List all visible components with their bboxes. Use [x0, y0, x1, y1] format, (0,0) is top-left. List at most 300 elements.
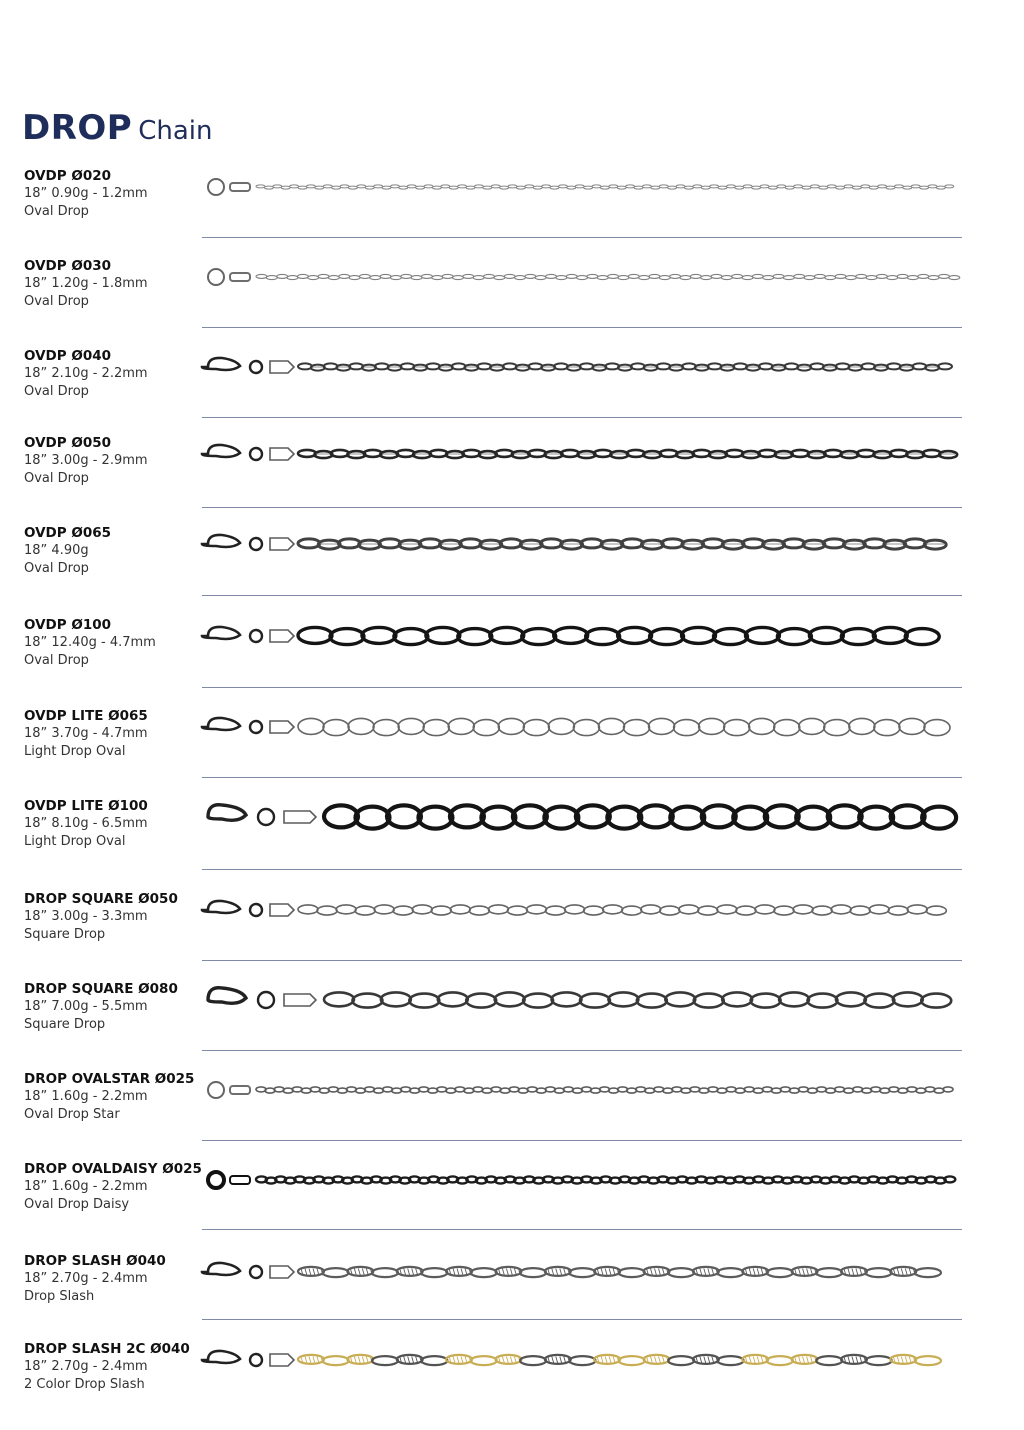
chain-link — [945, 185, 954, 188]
chain-link — [618, 627, 652, 643]
chain-link — [535, 276, 546, 280]
chain-image — [200, 884, 964, 936]
chain-link — [439, 540, 461, 549]
chain-link — [421, 1268, 447, 1277]
chain-link — [773, 274, 784, 278]
chain-link — [587, 274, 598, 278]
chain-link — [807, 994, 837, 1008]
chain-link — [850, 906, 870, 915]
chain-link — [281, 186, 290, 189]
chain-description: Oval Drop — [24, 653, 89, 668]
chain-link — [540, 539, 562, 548]
chain-link — [607, 807, 641, 829]
row-divider — [202, 687, 962, 688]
chain-link — [824, 720, 850, 736]
chain-link — [777, 629, 811, 645]
chain-link — [287, 276, 298, 280]
chain-link — [866, 1268, 892, 1277]
chain-row — [0, 524, 1024, 614]
chain-link — [752, 274, 763, 278]
chain-link — [381, 992, 411, 1006]
chain-link — [912, 363, 926, 369]
chain-link — [473, 720, 499, 736]
chain-link — [617, 186, 626, 189]
chain-link — [662, 539, 684, 548]
chain-link — [639, 276, 650, 280]
chain-link — [873, 451, 891, 458]
chain-link — [370, 276, 381, 280]
chain-link — [922, 807, 956, 829]
chain-spec: 18” 0.90g - 1.2mm — [24, 186, 148, 201]
chain-link — [743, 185, 752, 188]
chain-link — [903, 186, 912, 189]
chain-link — [576, 805, 610, 827]
chain-label — [24, 1252, 204, 1306]
chain-link — [708, 363, 722, 369]
chain-link — [520, 540, 542, 549]
chain-link — [372, 1356, 398, 1365]
chain-link — [791, 450, 809, 457]
chain-link — [928, 185, 937, 188]
chain-link — [347, 451, 365, 458]
chain-image — [200, 791, 964, 843]
clasp-icon — [208, 179, 250, 195]
chain-link — [810, 363, 824, 369]
chain-link — [848, 365, 862, 371]
chain-link — [624, 720, 650, 736]
chain-link — [355, 807, 389, 829]
chain-link — [717, 905, 737, 914]
chain-link — [894, 185, 903, 188]
chain-row — [0, 616, 1024, 706]
chain-link — [627, 450, 645, 457]
chain-link — [394, 629, 428, 645]
chain-link — [331, 450, 349, 457]
chain-link — [928, 276, 939, 280]
chain-link — [866, 1356, 892, 1365]
chain-label — [24, 797, 204, 851]
chain-link — [722, 540, 744, 549]
chain-link — [430, 450, 448, 457]
chain-link — [324, 992, 354, 1006]
chain-link — [920, 186, 929, 189]
chain-link — [418, 807, 452, 829]
chain-link — [516, 365, 530, 371]
chain-label — [24, 434, 204, 488]
chain-link — [449, 186, 458, 189]
chain-code: OVDP Ø020 — [24, 168, 112, 184]
chain-row — [0, 1340, 1024, 1430]
chain-link — [793, 905, 813, 914]
chain-link — [490, 365, 504, 371]
chain-link — [755, 905, 775, 914]
chain-link — [845, 276, 856, 280]
chain-link — [541, 365, 555, 371]
chain-link — [584, 906, 604, 915]
chain-code: OVDP Ø065 — [24, 525, 112, 541]
row-divider — [202, 1050, 962, 1051]
chain-link — [844, 185, 853, 188]
chain-link — [566, 274, 577, 278]
clasp-icon — [208, 1172, 250, 1188]
clasp-icon — [202, 901, 294, 916]
chain-link — [618, 276, 629, 280]
chain-link — [763, 540, 785, 549]
chain-link — [765, 805, 799, 827]
chain-link — [594, 450, 612, 457]
chain-link — [412, 905, 432, 914]
chain-link — [328, 276, 339, 280]
chain-link — [413, 451, 431, 458]
chain-link — [471, 1356, 497, 1365]
chain-link — [432, 276, 443, 280]
chain-link — [477, 363, 491, 369]
chain-link — [298, 363, 312, 369]
chain-link — [676, 451, 694, 458]
chain-link — [336, 905, 356, 914]
chain-description: Oval Drop — [24, 204, 89, 219]
chain-link — [897, 274, 908, 278]
chain-link — [452, 363, 466, 369]
chain-link — [359, 540, 381, 549]
clasp-icon — [208, 988, 316, 1008]
chain-link — [523, 994, 553, 1008]
chain-link — [520, 1268, 546, 1277]
chain-link — [835, 274, 846, 278]
chain-link — [891, 805, 925, 827]
chain-link — [641, 905, 661, 914]
chain-link — [843, 540, 865, 549]
chain-link — [460, 539, 482, 548]
chain-link — [831, 905, 851, 914]
chain-code: OVDP Ø040 — [24, 348, 112, 364]
chain-link — [814, 274, 825, 278]
chain-link — [494, 276, 505, 280]
chain-description: Oval Drop — [24, 471, 89, 486]
chain-link — [318, 540, 340, 549]
chain-link — [924, 720, 950, 736]
chain-description: Square Drop — [24, 927, 106, 942]
chain-spec: 18” 3.00g - 2.9mm — [24, 453, 148, 468]
chain-link — [676, 185, 685, 188]
chain-link — [483, 274, 494, 278]
chain-link — [577, 451, 595, 458]
chain-link — [668, 186, 677, 189]
chain-link — [297, 274, 308, 278]
chain-link — [388, 365, 402, 371]
chain-link — [819, 186, 828, 189]
chain-link — [828, 805, 862, 827]
chain-description: Oval Drop Daisy — [24, 1197, 130, 1212]
chain-link — [374, 905, 394, 914]
chain-label — [24, 257, 204, 311]
chain-link — [823, 365, 837, 371]
chain-link — [500, 186, 509, 189]
chain-link — [873, 627, 907, 643]
chain-link — [878, 185, 887, 188]
chain-link — [660, 450, 678, 457]
chain-link — [670, 807, 704, 829]
chain-link — [699, 718, 725, 734]
chain-link — [825, 276, 836, 280]
chain-link — [752, 186, 761, 189]
chain-link — [774, 720, 800, 736]
chain-link — [668, 1268, 694, 1277]
chain-spec: 18” 3.00g - 3.3mm — [24, 909, 148, 924]
chain-link — [745, 627, 779, 643]
chain-link — [772, 365, 786, 371]
chain-link — [721, 276, 732, 280]
chain-code: DROP SQUARE Ø080 — [24, 981, 178, 997]
chain-link — [641, 540, 663, 549]
chain-link — [324, 363, 338, 369]
chain-link — [552, 992, 582, 1006]
chain-link — [603, 905, 623, 914]
chain-link — [610, 451, 628, 458]
chain-link — [859, 807, 893, 829]
chain-link — [463, 274, 474, 278]
chain-link — [864, 994, 894, 1008]
chain-link — [915, 1268, 941, 1277]
chain-link — [426, 627, 460, 643]
chain-link — [525, 185, 534, 188]
chain-link — [464, 365, 478, 371]
chain-link — [498, 718, 524, 734]
chain-image — [200, 161, 964, 213]
chain-link — [702, 539, 724, 548]
chain-link — [380, 451, 398, 458]
chain-link — [409, 994, 439, 1008]
chain-link — [888, 906, 908, 915]
chain-link — [569, 1268, 595, 1277]
chain-link — [592, 365, 606, 371]
chain-link — [374, 185, 383, 188]
chain-link — [841, 629, 875, 645]
clasp-icon — [202, 718, 294, 733]
chain-image — [200, 518, 964, 570]
chain-link — [644, 365, 658, 371]
chain-link — [554, 627, 588, 643]
chain-link — [618, 365, 632, 371]
clasp-icon — [202, 445, 294, 460]
chain-link — [890, 450, 908, 457]
chain-description: Light Drop Oval — [24, 744, 126, 759]
chain-link — [904, 539, 926, 548]
chain-image — [200, 1246, 964, 1298]
chain-link — [746, 365, 760, 371]
chain-link — [581, 539, 603, 548]
chain-label — [24, 167, 204, 221]
chain-link — [450, 905, 470, 914]
chain-label — [24, 1160, 204, 1214]
chain-link — [317, 906, 337, 915]
chain-link — [569, 1356, 595, 1365]
chain-link — [639, 805, 673, 827]
chain-link — [548, 718, 574, 734]
chain-link — [362, 365, 376, 371]
title-strong: DROP — [22, 108, 133, 148]
chain-spec: 18” 2.10g - 2.2mm — [24, 366, 148, 381]
chain-link — [380, 274, 391, 278]
chain-link — [812, 906, 832, 915]
chain-link — [523, 720, 549, 736]
chain-link — [796, 807, 830, 829]
chain-link — [592, 185, 601, 188]
chain-link — [525, 274, 536, 278]
chain-link — [586, 629, 620, 645]
chain-link — [713, 629, 747, 645]
chain-link — [446, 451, 464, 458]
chain-link — [323, 185, 332, 188]
chain-link — [597, 276, 608, 280]
chain-spec: 18” 3.70g - 4.7mm — [24, 726, 148, 741]
clasp-icon — [208, 805, 316, 825]
chain-link — [907, 276, 918, 280]
chain-link — [816, 1356, 842, 1365]
chain-link — [852, 186, 861, 189]
chain-link — [495, 450, 513, 457]
chain-link — [413, 365, 427, 371]
chain-link — [561, 450, 579, 457]
chain-link — [407, 185, 416, 188]
chain-link — [804, 276, 815, 280]
chain-link — [471, 1268, 497, 1277]
chain-link — [876, 274, 887, 278]
chain-description: Oval Drop — [24, 294, 89, 309]
chain-link — [682, 540, 704, 549]
chain-link — [323, 1268, 349, 1277]
chain-link — [577, 276, 588, 280]
chain-link — [421, 1356, 447, 1365]
chain-link — [810, 185, 819, 188]
chain-link — [759, 363, 773, 369]
chain-link — [266, 276, 277, 280]
chain-link — [491, 185, 500, 188]
chain-image — [200, 428, 964, 480]
chain-row — [0, 347, 1024, 437]
chain-link — [643, 451, 661, 458]
chain-link — [619, 1356, 645, 1365]
chain-link — [311, 365, 325, 371]
chain-image — [200, 701, 964, 753]
chain-image — [200, 341, 964, 393]
chain-image — [200, 974, 964, 1026]
chain-link — [372, 1268, 398, 1277]
chain-link — [659, 276, 670, 280]
chain-link — [693, 450, 711, 457]
chain-link — [760, 185, 769, 188]
clasp-icon — [202, 535, 294, 550]
chain-link — [355, 906, 375, 915]
chain-link — [542, 185, 551, 188]
chain-label — [24, 616, 204, 670]
chain-link — [324, 805, 358, 827]
chain-link — [637, 994, 667, 1008]
chain-link — [702, 805, 736, 827]
chain-link — [365, 186, 374, 189]
chain-link — [674, 720, 700, 736]
chain-code: DROP OVALSTAR Ø025 — [24, 1071, 195, 1087]
chain-link — [516, 186, 525, 189]
chain-link — [907, 905, 927, 914]
chain-link — [608, 992, 638, 1006]
chain-label — [24, 890, 204, 944]
chain-link — [718, 1268, 744, 1277]
chain-link — [861, 363, 875, 369]
chain-link — [758, 450, 776, 457]
chain-spec: 18” 1.60g - 2.2mm — [24, 1089, 148, 1104]
chain-code: DROP SQUARE Ø050 — [24, 891, 178, 907]
chain-link — [609, 185, 618, 188]
row-divider — [202, 777, 962, 778]
chain-link — [545, 451, 563, 458]
chain-link — [893, 992, 923, 1006]
chain-link — [915, 1356, 941, 1365]
row-divider — [202, 1140, 962, 1141]
chain-link — [694, 994, 724, 1008]
chain-link — [783, 539, 805, 548]
chain-link — [874, 365, 888, 371]
chain-link — [783, 276, 794, 280]
chain-link — [348, 718, 374, 734]
chain-row — [0, 1252, 1024, 1342]
chain-description: Oval Drop — [24, 561, 89, 576]
chain-link — [387, 805, 421, 827]
chain-label — [24, 980, 204, 1034]
chain-link — [785, 186, 794, 189]
chain-link — [298, 627, 332, 643]
chain-link — [949, 276, 960, 280]
chain-link — [399, 186, 408, 189]
chain-label — [24, 707, 204, 761]
chain-link — [273, 185, 282, 188]
chain-link — [338, 539, 360, 548]
chain-link — [419, 539, 441, 548]
chain-link — [720, 365, 734, 371]
chain-link — [473, 276, 484, 280]
chain-link — [690, 274, 701, 278]
row-divider — [202, 327, 962, 328]
chain-link — [600, 186, 609, 189]
row-divider — [202, 507, 962, 508]
chain-description: 2 Color Drop Slash — [24, 1377, 145, 1392]
chain-link — [701, 186, 710, 189]
chain-link — [556, 276, 567, 280]
chain-link — [480, 540, 502, 549]
chain-link — [670, 274, 681, 278]
chain-row — [0, 257, 1024, 347]
chain-link — [423, 720, 449, 736]
clasp-icon — [202, 1263, 294, 1278]
chain-link — [348, 186, 357, 189]
chain-link — [339, 274, 350, 278]
chain-link — [508, 185, 517, 188]
chain-link — [332, 186, 341, 189]
chain-link — [373, 720, 399, 736]
chain-link — [923, 450, 941, 457]
chain-link — [439, 365, 453, 371]
chain-spec: 18” 4.90g — [24, 543, 89, 558]
chain-link — [256, 274, 267, 278]
chain-link — [500, 539, 522, 548]
clasp-icon — [208, 1082, 250, 1098]
chain-link — [448, 718, 474, 734]
chain-link — [567, 365, 581, 371]
chain-link — [340, 185, 349, 188]
chain-link — [938, 274, 949, 278]
chain-link — [399, 540, 421, 549]
chain-link — [628, 274, 639, 278]
